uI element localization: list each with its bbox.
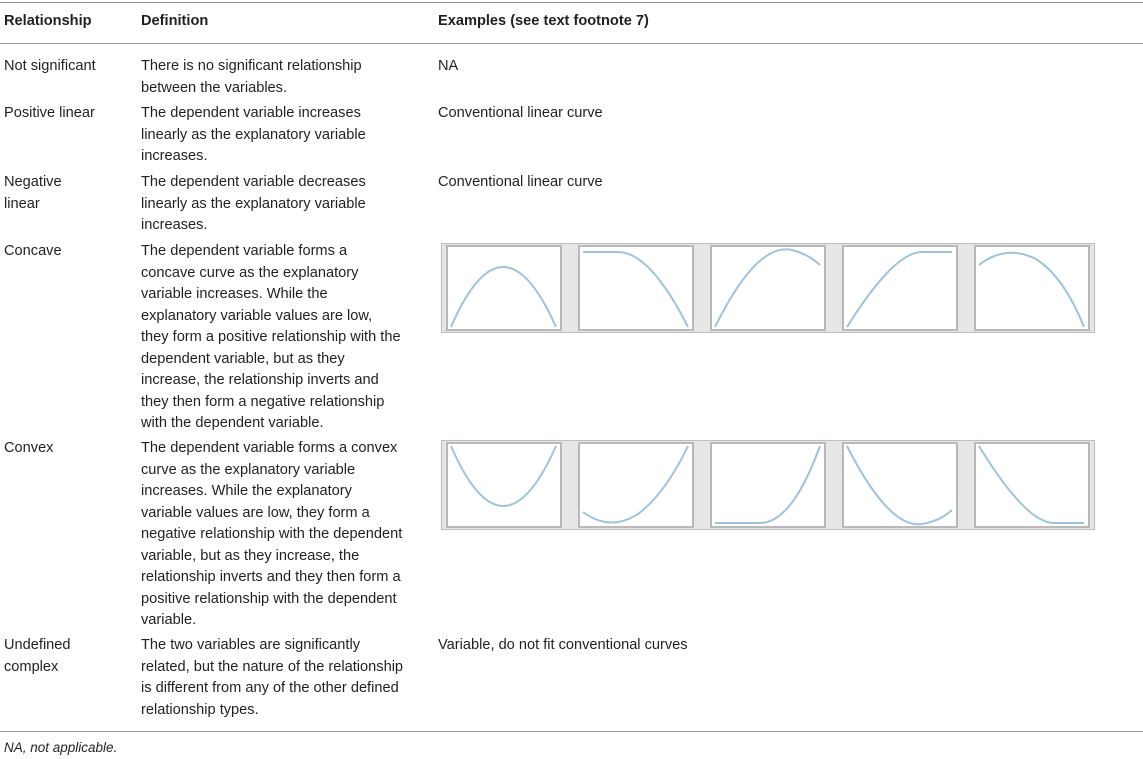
concave-curve-3	[715, 249, 820, 327]
concave-example-panel	[578, 245, 694, 331]
concave-curve-2	[583, 252, 688, 327]
row-concave-relationship: Concave	[4, 243, 62, 259]
concave-curve-4	[847, 252, 952, 327]
concave-example-panel	[446, 245, 562, 331]
convex-curve-1	[451, 446, 556, 506]
convex-examples-strip	[441, 440, 1095, 530]
concave-example-panel	[842, 245, 958, 331]
header-examples: Examples (see text footnote 7)	[438, 13, 649, 29]
row-not-significant-example: NA	[438, 58, 459, 74]
concave-examples-strip	[441, 243, 1095, 333]
row-not-significant-definition: There is no significant relationship between the variables.	[141, 58, 362, 96]
row-concave-definition: The dependent variable forms a concave curve as the explanatory variable increases. While the explanatory variable values are low, they form a positive relationship with the dependent variable, but as they increase, the relationship inverts and they then form a negative relationship with the dependent variable.	[141, 243, 401, 431]
convex-example-panel	[710, 442, 826, 528]
row-negative-linear-definition: The dependent variable decreases linearly as the explanatory variable increases.	[141, 174, 366, 233]
row-positive-linear-relationship: Positive linear	[4, 105, 95, 121]
header-definition: Definition	[141, 13, 209, 29]
convex-example-panel	[974, 442, 1090, 528]
convex-example-panel	[578, 442, 694, 528]
concave-curve-5	[979, 253, 1084, 327]
concave-curve-1	[451, 267, 556, 327]
row-positive-linear-example: Conventional linear curve	[438, 105, 603, 121]
table-footnote: NA, not applicable.	[4, 740, 118, 755]
row-negative-linear-example: Conventional linear curve	[438, 174, 603, 190]
row-convex-definition: The dependent variable forms a convex curve as the explanatory variable increases. While the explanatory variable values are low, they form a negative relationship with the dependent variable, but as they increase, the relationship inverts and they then form a positive relationship with the dependent variable.	[141, 440, 403, 628]
row-not-significant-relationship: Not significant	[4, 58, 96, 74]
concave-example-panel	[974, 245, 1090, 331]
table-bottom-rule	[0, 731, 1143, 732]
row-positive-linear-definition: The dependent variable increases linearly as the explanatory variable increases.	[141, 105, 366, 164]
header-rule	[0, 43, 1143, 44]
convex-curve-5	[979, 446, 1084, 523]
table-top-rule	[0, 2, 1143, 3]
row-undefined-complex-example: Variable, do not fit conventional curves	[438, 637, 688, 653]
convex-curve-4	[847, 446, 952, 524]
convex-curve-2	[583, 446, 688, 523]
convex-example-panel	[842, 442, 958, 528]
row-undefined-complex-relationship: Undefined complex	[4, 637, 71, 675]
row-convex-relationship: Convex	[4, 440, 54, 456]
convex-curve-3	[715, 446, 820, 523]
convex-example-panel	[446, 442, 562, 528]
concave-example-panel	[710, 245, 826, 331]
header-relationship: Relationship	[4, 13, 92, 29]
row-negative-linear-relationship: Negative linear	[4, 174, 62, 212]
row-undefined-complex-definition: The two variables are significantly related, but the nature of the relationship is different from any of the other defined relationship types.	[141, 637, 404, 718]
